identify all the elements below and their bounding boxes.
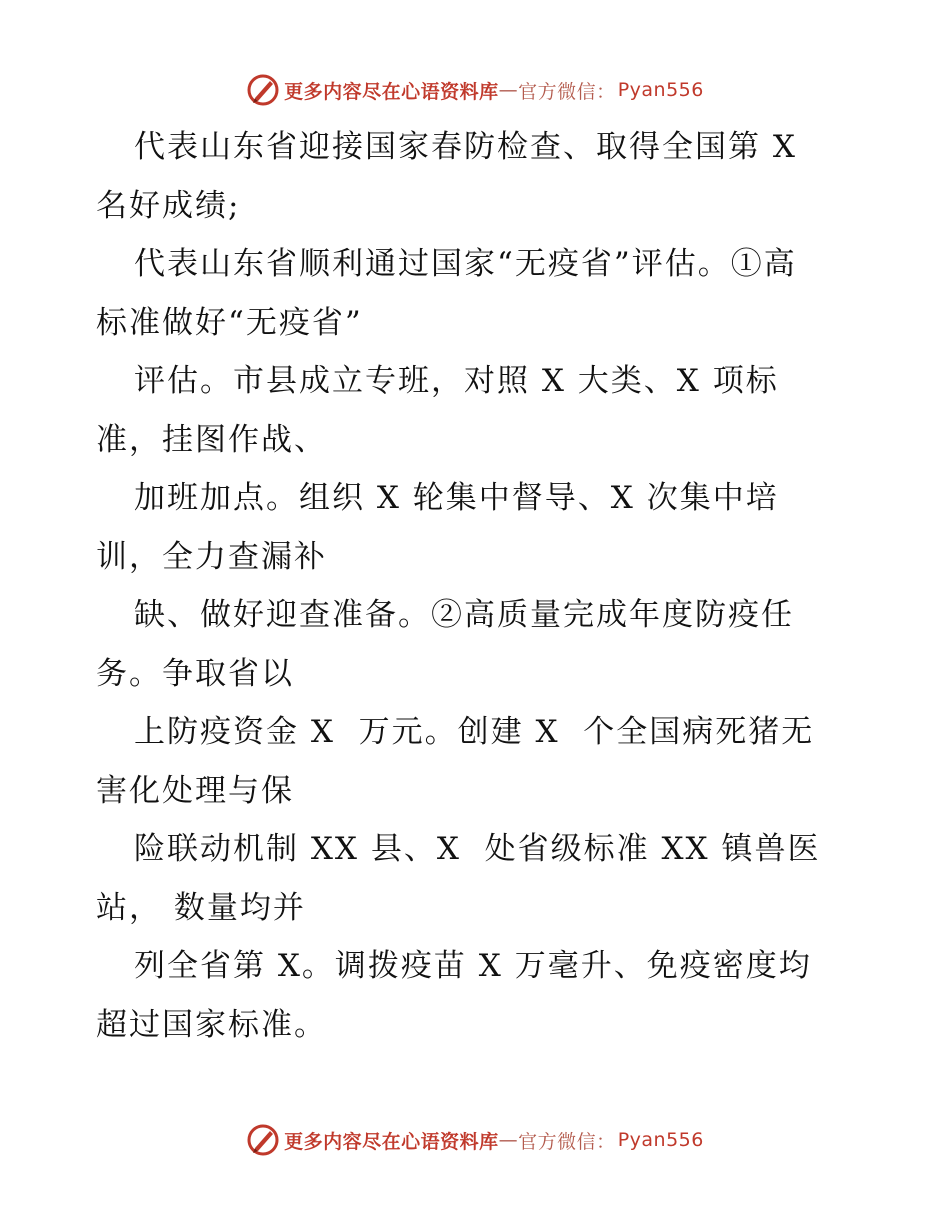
footer-banner: [0, 1120, 950, 1160]
text-line: 准，挂图作战、: [96, 421, 327, 458]
header-wechat-label: 官方微信：: [518, 80, 616, 103]
text-line: 名好成绩;: [96, 187, 241, 224]
text-line: 训，全力查漏补: [96, 538, 327, 575]
text-line: 站， 数量均并: [96, 889, 306, 926]
text-line: 代表山东省迎接国家春防检查、取得全国第 X: [134, 129, 797, 165]
header-site-text: 更多内容尽在心语资料库: [284, 80, 499, 103]
text-line: 标准做好“无疫省”: [96, 304, 363, 341]
footer-wechat-label: 官方微信：: [518, 1130, 616, 1153]
text-line: 缺、做好迎查准备。②高质量完成年度防疫任: [134, 597, 794, 633]
footer-separator: —: [498, 1129, 519, 1151]
footer-wechat-id: Pyan556: [617, 1129, 704, 1151]
pen-logo-icon: [246, 73, 280, 107]
document-body: [96, 118, 896, 1054]
text-line: 务。争取省以: [96, 655, 294, 692]
text-line: 评估。市县成立专班，对照 X 大类、X 项标: [134, 363, 779, 399]
header-wechat-id: Pyan556: [617, 79, 704, 101]
text-line: 险联动机制 XX 县、X 处省级标准 XX 镇兽医: [134, 831, 821, 867]
text-line: 列全省第 X。调拨疫苗 X 万毫升、免疫密度均: [134, 948, 812, 984]
text-line: 代表山东省顺利通过国家“无疫省”评估。①高: [134, 246, 797, 282]
text-line: 上防疫资金 X 万元。创建 X 个全国病死猪无: [134, 714, 815, 750]
pen-logo-icon: [246, 1123, 280, 1157]
text-line: 害化处理与保: [96, 772, 294, 809]
header-banner: [0, 70, 950, 110]
header-separator: —: [498, 79, 519, 101]
text-line: 加班加点。组织 X 轮集中督导、X 次集中培: [134, 480, 779, 516]
footer-site-text: 更多内容尽在心语资料库: [284, 1130, 499, 1153]
text-line: 超过国家标准。: [96, 1006, 327, 1043]
